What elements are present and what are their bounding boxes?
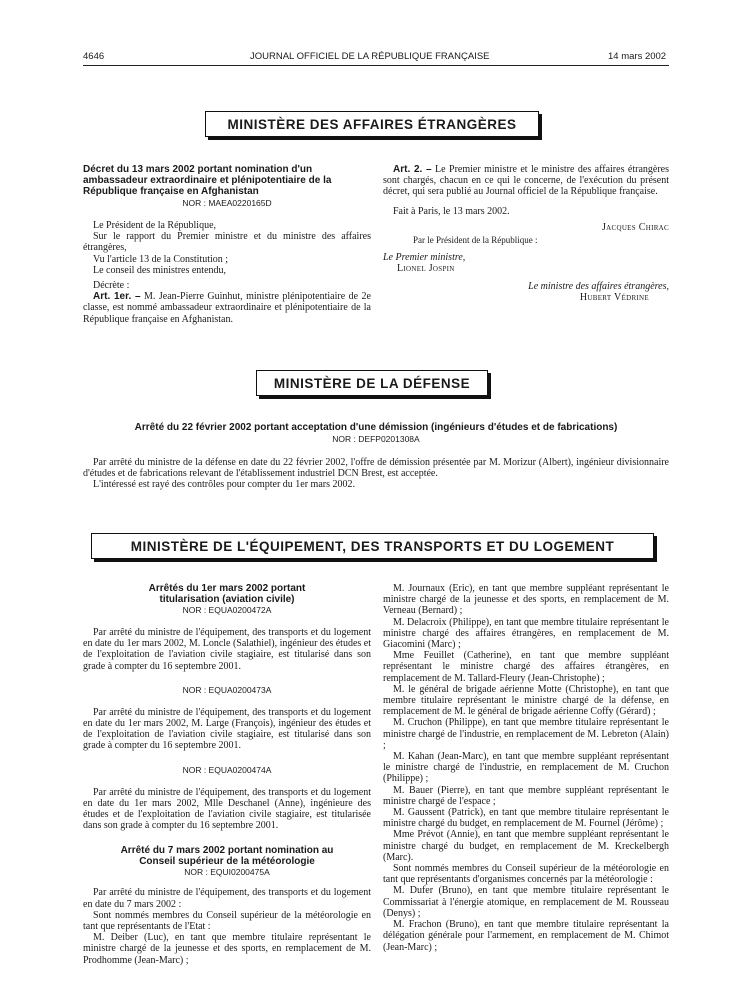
defense-paragraph: Par arrêté du ministre de la défense en date du 22 février 2002, l'offre de démission présentée par M. Morizur (Albert), ingénieur divisionnaire d'études et de fabrications relevant de l'établissement industriel DCN Brest, est acceptée.: [83, 457, 669, 480]
equipement-left-column: [83, 583, 371, 966]
minister-name: Hubert Védrine: [579, 291, 649, 303]
decree-left-column: [83, 164, 371, 325]
decree-title: Décret du 13 mars 2002 portant nomination d'un ambassadeur extraordinaire et plénipotentiaire de la République française en Afghanistan: [83, 164, 332, 197]
fait-line: Fait à Paris, le 13 mars 2002.: [393, 205, 510, 217]
article-label: Art. 2. –: [393, 164, 432, 175]
member-paragraph: Sont nommés membres du Conseil supérieur de la météorologie en tant que représentants d'organismes concernés par la météorologie :: [383, 863, 669, 886]
ministry-box-defense: [256, 370, 488, 396]
nor-reference: NOR : DEFP0201308A: [332, 434, 420, 444]
arrete-paragraph: Sont nommés membres du Conseil supérieur de la météorologie en tant que représentants de l'Etat :: [83, 909, 371, 933]
nor-reference: NOR : EQUA0200474A: [182, 764, 272, 775]
member-paragraph: Mme Feuillet (Catherine), en tant que membre suppléant représentant le ministre chargé des affaires étrangères, en remplacement de M. Tallard-Fleury (Jean-Christophe) ;: [383, 650, 669, 684]
journal-title: JOURNAL OFFICIEL DE LA RÉPUBLIQUE FRANÇAISE: [250, 51, 490, 62]
article-text: M. Jean-Pierre Guinhut, ministre plénipotentiaire de 2e classe, est nommé ambassadeur extraordinaire et plénipotentiaire de la République française en Afghanistan.: [83, 291, 371, 325]
article-1: [83, 291, 371, 325]
ministry-title: MINISTÈRE DES AFFAIRES ÉTRANGÈRES: [227, 116, 517, 132]
pm-title: Le Premier ministre,: [383, 252, 466, 264]
article-2: [383, 164, 669, 198]
member-paragraph: Mme Prévot (Annie), en tant que membre suppléant représentant le ministre chargé du budget, en remplacement de M. Kreckelbergh (Marc).: [383, 829, 669, 863]
member-paragraph: M. Dufer (Bruno), en tant que membre titulaire représentant le Commissariat à l'énergie atomique, en remplacement de M. Rousseau (Denys) ;: [383, 885, 669, 919]
ministry-title: MINISTÈRE DE LA DÉFENSE: [273, 375, 471, 391]
member-paragraph: M. Kahan (Jean-Marc), en tant que membre suppléant représentant le ministre chargé de l'industrie, en remplacement de M. Cruchon (Philippe) ;: [383, 751, 669, 785]
member-paragraph: M. Journaux (Eric), en tant que membre suppléant représentant le ministre chargé de la jeunesse et des sports, en remplacement de M. Verneau (Bernard) ;: [383, 583, 669, 617]
minister-title: Le ministre des affaires étrangères,: [528, 280, 669, 292]
defense-text: [83, 457, 669, 491]
text-line: Le Président de la République,: [93, 220, 217, 231]
ministry-title: MINISTÈRE DE L'ÉQUIPEMENT, DES TRANSPORTS ET DU LOGEMENT: [130, 538, 615, 554]
pm-name: Lionel Jospin: [397, 263, 455, 275]
member-paragraph: M. Bauer (Pierre), en tant que membre suppléant représentant le ministre chargé de l'espace ;: [383, 784, 669, 807]
member-paragraph: M. Frachon (Bruno), en tant que membre titulaire représentant la délégation générale pour l'armement, en remplacement de M. Chimot (Jean-Marc) ;: [383, 919, 669, 953]
text-line: Le conseil des ministres entendu,: [93, 264, 227, 276]
arrete-paragraph: Par arrêté du ministre de l'équipement, des transports et du logement en date du 1er mars 2002, M. Loncle (Salathiel), ingénieur des études et de l'exploitation de l'aviation civile stagiaire, est titularisé dans son grade à compter du 16 septembre 2001.: [83, 627, 371, 672]
decree-right-column: [383, 164, 669, 303]
member-paragraph: M. le général de brigade aérienne Motte (Christophe), en tant que membre titulaire représentant le ministre chargé de la défense, en remplacement de M. le général de brigade aérienne Coffy (Gérard) ;: [383, 683, 669, 718]
text-line: Sur le rapport du Premier ministre et du ministre des affaires étrangères,: [83, 231, 371, 254]
defense-arrete-title: Arrêté du 22 février 2002 portant acceptation d'une démission (ingénieurs d'études et de fabrications): [134, 422, 618, 433]
header-rule: [83, 65, 669, 66]
arrete-paragraph: Par arrêté du ministre de l'équipement, des transports et du logement en date du 1er mars 2002, Mlle Deschanel (Anne), ingénieure des études et de l'exploitation de l'aviation civile stagiaire, est titularisée dans son grade à compter du 16 septembre 2001.: [83, 786, 371, 832]
signer-name: Jacques Chirac: [601, 221, 669, 233]
defense-paragraph: L'intéressé est rayé des contrôles pour compter du 1er mars 2002.: [93, 479, 355, 491]
nor-reference: NOR : EQUA0200473A: [182, 684, 272, 695]
article-label: Art. 1er. –: [93, 291, 141, 303]
issue-date: 14 mars 2002: [608, 51, 667, 62]
ministry-box-affaires-etrangeres: [205, 111, 539, 137]
equipement-right-column: [383, 583, 669, 953]
member-paragraph: M. Gaussent (Patrick), en tant que membre titulaire représentant le ministre chargé du budget, en remplacement de M. Fournel (Jérôme) ;: [383, 807, 669, 830]
arrete-paragraph: Par arrêté du ministre de l'équipement, des transports et du logement en date du 7 mars 2002 :: [83, 887, 371, 910]
arrete-title: Arrêté du 7 mars 2002 portant nomination au Conseil supérieur de la météorologie: [120, 845, 334, 868]
member-paragraph: M. Cruchon (Philippe), en tant que membre titulaire représentant le ministre chargé de l'industrie, en remplacement de M. Lebreton (Alain) ;: [383, 717, 669, 751]
nor-reference: NOR : EQUI0200475A: [184, 867, 270, 878]
nor-reference: NOR : EQUA0200472A: [182, 605, 272, 615]
par-le-president: Par le Président de la République :: [413, 235, 538, 246]
arrete-paragraph: M. Deiber (Luc), en tant que membre titulaire représentant le ministre chargé de la jeunesse et des sports, en remplacement de M. Prodhomme (Jean-Marc) ;: [83, 932, 371, 966]
text-line: Vu l'article 13 de la Constitution ;: [93, 253, 229, 265]
arretes-title: Arrêtés du 1er mars 2002 portant titularisation (aviation civile): [148, 583, 306, 605]
ministry-box-equipement: [91, 533, 654, 559]
nor-reference: NOR : MAEA0220165D: [182, 198, 272, 208]
article-text: Le Premier ministre et le ministre des affaires étrangères sont chargés, chacun en ce qui le concerne, de l'exécution du présent décret, qui sera publié au Journal officiel de la République française.: [383, 164, 669, 198]
member-paragraph: M. Delacroix (Philippe), en tant que membre titulaire représentant le ministre chargé des affaires étrangères, en remplacement de M. Giacomini (Marc) ;: [383, 616, 669, 651]
decrete-line: Décrète :: [93, 280, 130, 292]
page-number: 4646: [83, 51, 105, 62]
arrete-paragraph: Par arrêté du ministre de l'équipement, des transports et du logement en date du 1er mars 2002, M. Large (François), ingénieur des études et de l'exploitation de l'aviation civile stagiaire, est titularisé dans son grade à compter du 16 septembre 2001.: [83, 706, 371, 752]
